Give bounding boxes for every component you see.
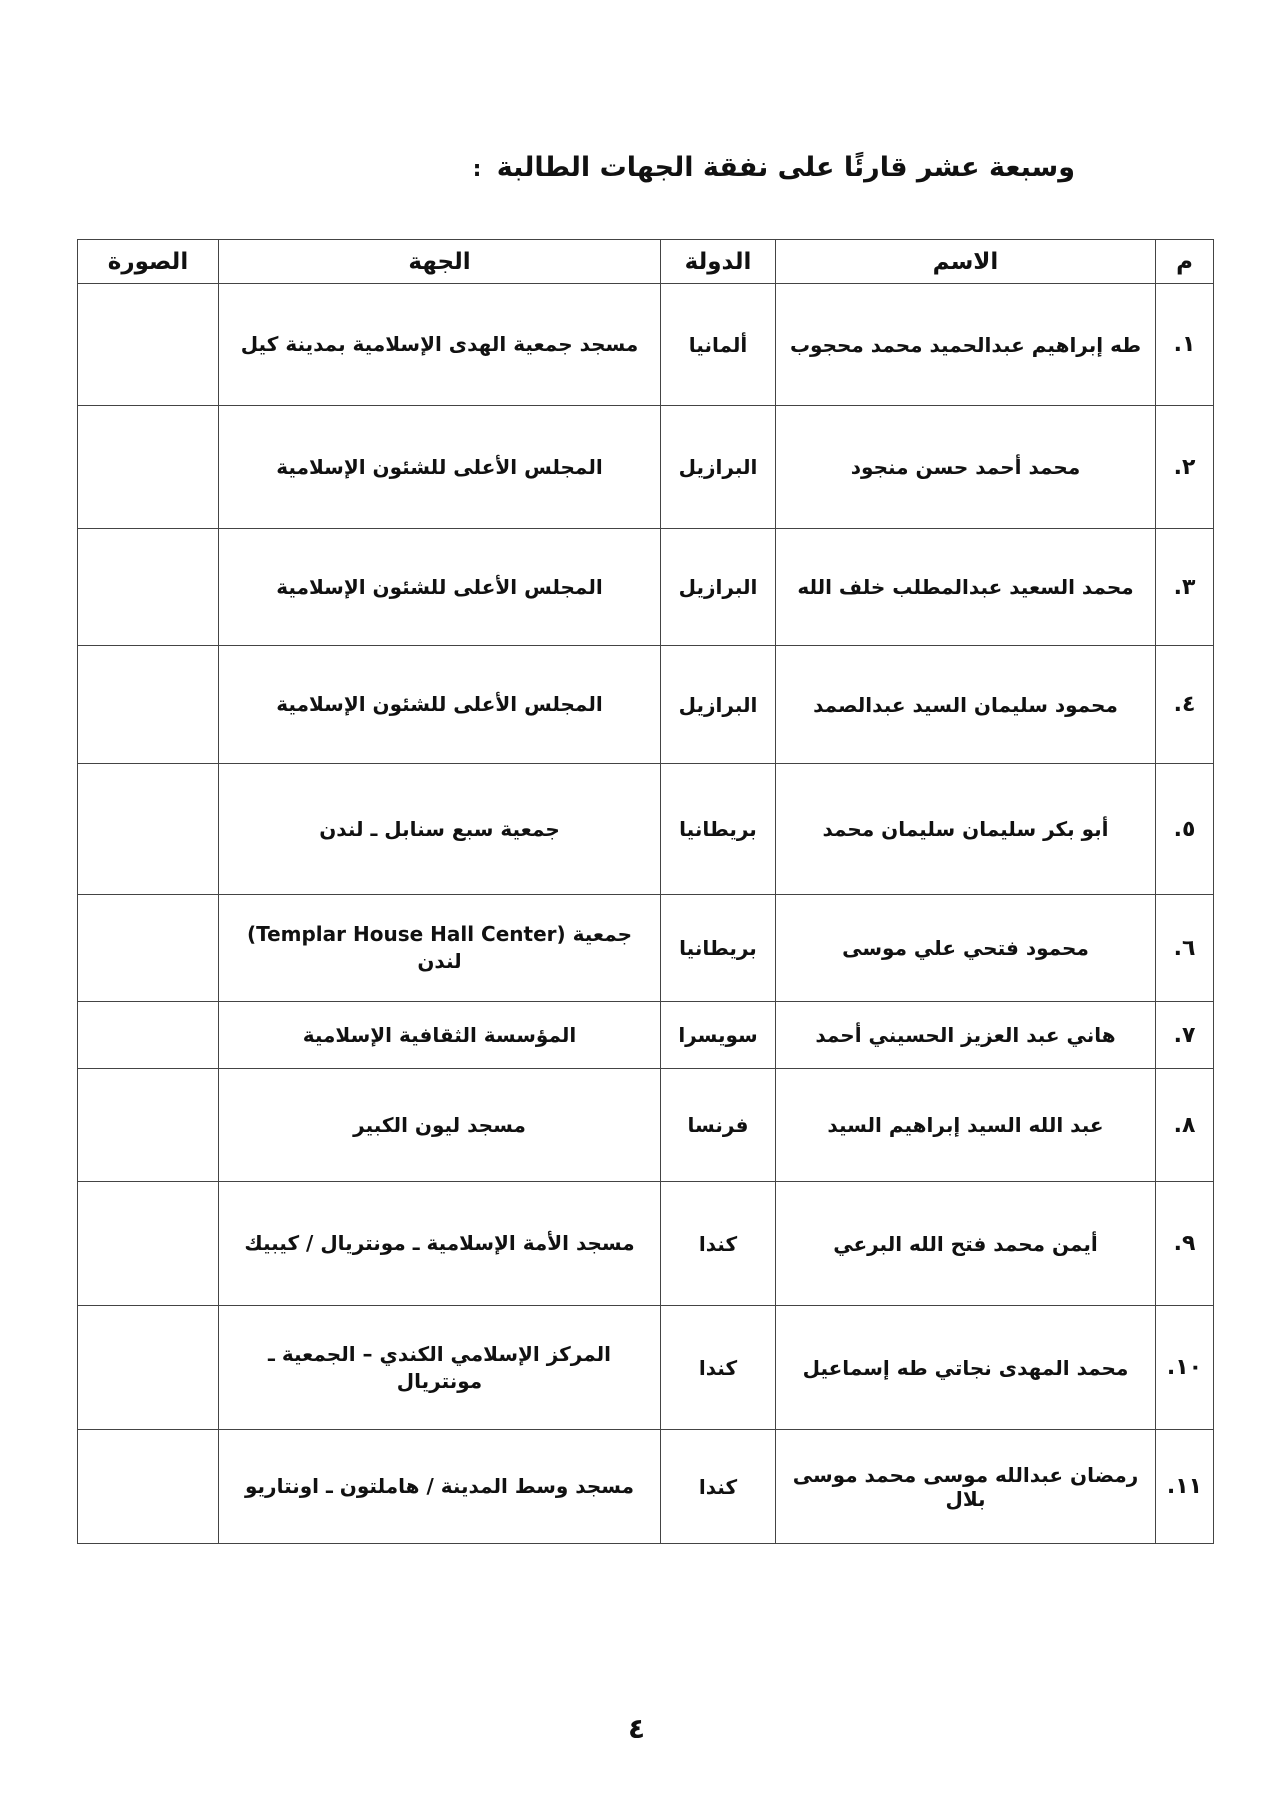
reader-organization: مسجد الأمة الإسلامية ـ مونتريال / كيبيك	[219, 1182, 661, 1306]
reader-name: محمد أحمد حسن منجود	[776, 406, 1156, 529]
photo-cell	[78, 1430, 219, 1544]
reader-organization: جمعية (Templar House Hall Center) لندن	[219, 895, 661, 1002]
reader-country: سويسرا	[661, 1002, 776, 1069]
reader-name: محمود فتحي علي موسى	[776, 895, 1156, 1002]
reader-country: كندا	[661, 1430, 776, 1544]
row-number: ٥.	[1156, 764, 1214, 895]
reader-country: البرازيل	[661, 646, 776, 764]
table-header-row	[78, 240, 1214, 284]
reader-country: بريطانيا	[661, 895, 776, 1002]
photo-cell	[78, 406, 219, 529]
reader-organization: المجلس الأعلى للشئون الإسلامية	[219, 646, 661, 764]
header-org: الجهة	[219, 240, 661, 284]
page-title	[473, 152, 1075, 183]
table-row	[78, 764, 1214, 895]
table-row	[78, 1002, 1214, 1069]
reader-organization: مسجد ليون الكبير	[219, 1069, 661, 1182]
row-number: ٧.	[1156, 1002, 1214, 1069]
reader-name: هاني عبد العزيز الحسيني أحمد	[776, 1002, 1156, 1069]
photo-cell	[78, 895, 219, 1002]
reader-organization: المجلس الأعلى للشئون الإسلامية	[219, 406, 661, 529]
reader-name: أبو بكر سليمان سليمان محمد	[776, 764, 1156, 895]
reader-country: كندا	[661, 1182, 776, 1306]
row-number: ٤.	[1156, 646, 1214, 764]
readers-table	[77, 239, 1214, 1544]
row-number: ٦.	[1156, 895, 1214, 1002]
reader-country: البرازيل	[661, 529, 776, 646]
row-number: ١.	[1156, 284, 1214, 406]
title-text: وسبعة عشر قارئًا على نفقة الجهات الطالبة	[496, 152, 1075, 183]
reader-name: رمضان عبدالله موسى محمد موسى بلال	[776, 1430, 1156, 1544]
title-colon: :	[472, 157, 482, 182]
reader-name: أيمن محمد فتح الله البرعي	[776, 1182, 1156, 1306]
row-number: ١٠.	[1156, 1306, 1214, 1430]
photo-cell	[78, 529, 219, 646]
reader-country: كندا	[661, 1306, 776, 1430]
photo-cell	[78, 646, 219, 764]
table-row	[78, 1306, 1214, 1430]
reader-organization: جمعية سبع سنابل ـ لندن	[219, 764, 661, 895]
reader-country: بريطانيا	[661, 764, 776, 895]
reader-organization: مسجد وسط المدينة / هاملتون ـ اونتاريو	[219, 1430, 661, 1544]
table-row	[78, 895, 1214, 1002]
reader-organization: مسجد جمعية الهدى الإسلامية بمدينة كيل	[219, 284, 661, 406]
row-number: ٨.	[1156, 1069, 1214, 1182]
reader-name: عبد الله السيد إبراهيم السيد	[776, 1069, 1156, 1182]
reader-name: محمود سليمان السيد عبدالصمد	[776, 646, 1156, 764]
reader-name: محمد المهدى نجاتي طه إسماعيل	[776, 1306, 1156, 1430]
row-number: ٢.	[1156, 406, 1214, 529]
reader-organization: المجلس الأعلى للشئون الإسلامية	[219, 529, 661, 646]
reader-country: فرنسا	[661, 1069, 776, 1182]
reader-country: البرازيل	[661, 406, 776, 529]
reader-country: ألمانيا	[661, 284, 776, 406]
row-number: ١١.	[1156, 1430, 1214, 1544]
photo-cell	[78, 1002, 219, 1069]
row-number: ٣.	[1156, 529, 1214, 646]
photo-cell	[78, 764, 219, 895]
table-row	[78, 1069, 1214, 1182]
table-row	[78, 646, 1214, 764]
photo-cell	[78, 284, 219, 406]
photo-cell	[78, 1306, 219, 1430]
header-name: الاسم	[776, 240, 1156, 284]
table-row	[78, 529, 1214, 646]
table-row	[78, 284, 1214, 406]
row-number: ٩.	[1156, 1182, 1214, 1306]
header-photo: الصورة	[78, 240, 219, 284]
header-num: م	[1156, 240, 1214, 284]
table-row	[78, 406, 1214, 529]
table-row	[78, 1182, 1214, 1306]
reader-organization: المركز الإسلامي الكندي – الجمعية ـ مونتريال	[219, 1306, 661, 1430]
reader-organization: المؤسسة الثقافية الإسلامية	[219, 1002, 661, 1069]
reader-name: طه إبراهيم عبدالحميد محمد محجوب	[776, 284, 1156, 406]
table-row	[78, 1430, 1214, 1544]
header-country: الدولة	[661, 240, 776, 284]
photo-cell	[78, 1069, 219, 1182]
page-number: ٤	[627, 1712, 646, 1745]
photo-cell	[78, 1182, 219, 1306]
reader-name: محمد السعيد عبدالمطلب خلف الله	[776, 529, 1156, 646]
